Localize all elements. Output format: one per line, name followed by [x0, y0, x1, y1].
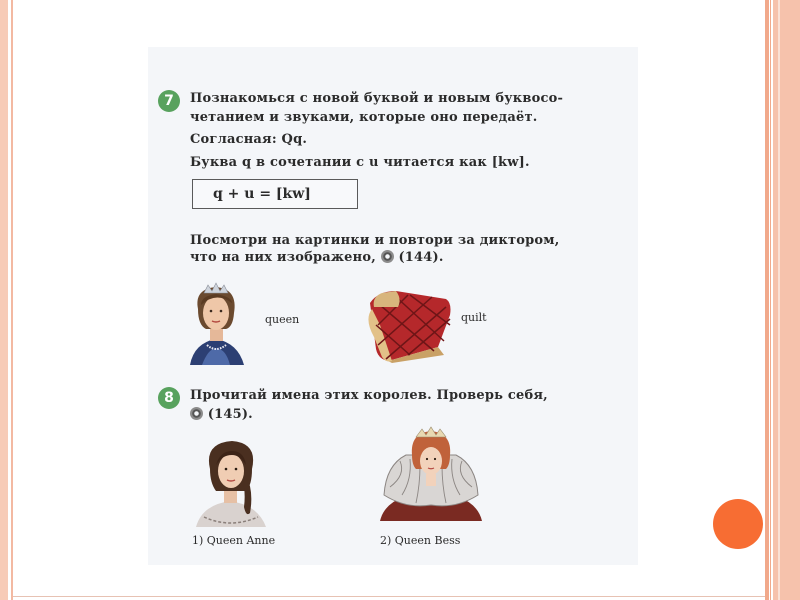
exercise-7-intro-line1: Познакомься с новой буквой и новым буквосо- [190, 91, 564, 106]
exercise-8-number: 8 [164, 390, 174, 406]
queen-caption: queen [265, 313, 300, 326]
consonant-line: Согласная: Qq. [190, 132, 308, 147]
frame-right-highlight [778, 0, 780, 600]
exercise-8-line2 [190, 407, 253, 422]
decorative-orange-circle [713, 499, 763, 549]
exercise-8-line1: Прочитай имена этих королев. Проверь себя, [190, 388, 548, 403]
exercise-7-intro-line2: четанием и звуками, которые оно передаёт. [190, 110, 538, 125]
audio-track-145: (145). [207, 407, 253, 422]
quilt-caption: quilt [461, 311, 487, 324]
listen-instruction-line2 [190, 250, 444, 265]
listen-instruction-text: что на них изображено, [190, 250, 376, 265]
rule-line: Буква q в сочетании с u читается как [kw]. [190, 155, 530, 170]
rule-box [192, 179, 358, 209]
frame-right-line-thin [770, 0, 771, 600]
rule-box-text: q + u = [kw] [213, 186, 311, 202]
queen-anne-caption: 1) Queen Anne [192, 534, 276, 547]
quilt-picture [358, 285, 453, 363]
audio-track-144: (144). [398, 250, 444, 265]
slide-bottom-line [13, 596, 765, 597]
queen-anne-picture [192, 435, 270, 527]
audio-disc-icon [381, 250, 394, 263]
frame-left-line [11, 0, 13, 600]
exercise-7-badge [158, 90, 180, 112]
queen-bess-caption: 2) Queen Bess [380, 534, 461, 547]
exercise-8-badge [158, 387, 180, 409]
queen-picture [186, 279, 246, 365]
queen-bess-picture [376, 425, 486, 521]
frame-left-border [0, 0, 8, 600]
listen-instruction-line1: Посмотри на картинки и повтори за диктором, [190, 233, 560, 248]
textbook-page-image [148, 47, 638, 565]
frame-right-line [765, 0, 769, 600]
audio-disc-icon [190, 407, 203, 420]
exercise-7-number: 7 [164, 93, 174, 109]
